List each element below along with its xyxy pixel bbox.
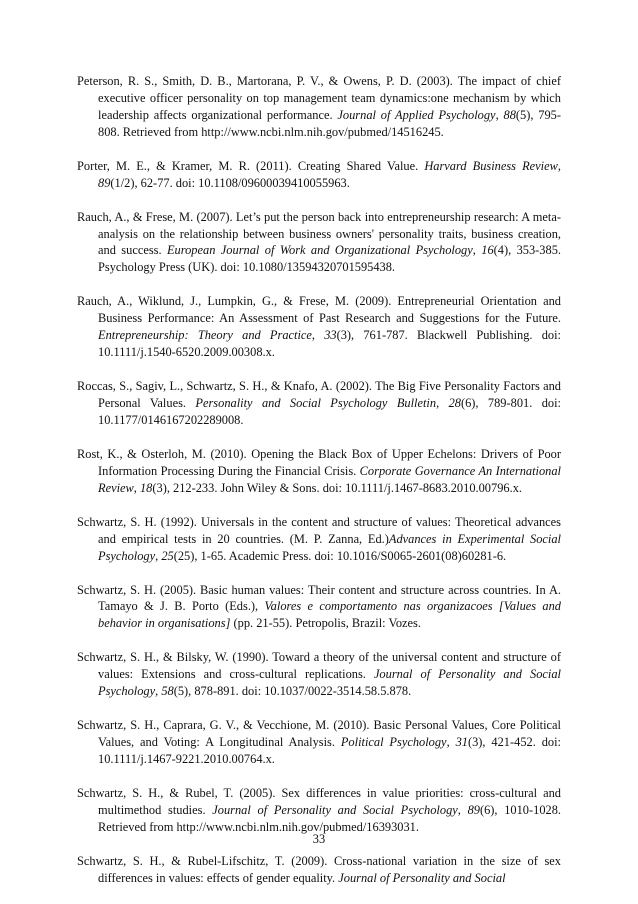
reference-entry <box>77 853 561 887</box>
journal-title: Journal of Applied Psychology <box>337 107 496 122</box>
reference-entry <box>77 293 561 361</box>
journal-title: Entrepreneurship: Theory and Practice <box>98 328 312 343</box>
reference-text: Schwartz, S. H. (1992). Universals in the content and structure of values: Theoretical advances and empirical tests in 20 countries. (M. P. Zanna, Ed.) <box>77 514 561 546</box>
reference-text: (pp. 21-55). Petropolis, Brazil: Vozes. <box>230 616 421 631</box>
reference-text: Peterson, R. S., Smith, D. B., Martorana, P. V., & Owens, P. D. (2003). The impact of chief executive officer personality on top management team dynamics:one mechanism by which leadership affects organizational performance. <box>77 74 561 122</box>
reference-text: (6), 1010-1028. Retrieved from http://www.ncbi.nlm.nih.gov/pubmed/16393031. <box>98 802 562 834</box>
journal-title: Harvard Business Review <box>424 158 558 173</box>
reference-text: Rauch, A., & Frese, M. (2007). Let’s put the person back into entrepreneurship research: A meta-analysis on the relationship between business owners' personality traits, business creation, and success. <box>77 209 561 258</box>
reference-entry <box>77 378 561 429</box>
journal-title: Corporate Governance An International Review <box>98 463 561 495</box>
reference-entry <box>77 209 561 277</box>
reference-text: Roccas, S., Sagiv, L., Schwartz, S. H., & Knafo, A. (2002). The Big Five Personality Factors and Personal Values. <box>77 379 561 410</box>
reference-text: (5), 878-891. doi: 10.1037/0022-3514.58.5.878. <box>173 684 412 699</box>
reference-text: (3), 761-787. Blackwell Publishing. doi: 10.1111/j.1540-6520.2009.00308.x. <box>98 328 561 360</box>
reference-entry <box>77 582 561 633</box>
reference-text: Schwartz, S. H., & Rubel-Lifschitz, T. (2009). Cross-national variation in the size of sex differences in values: effects of gender equality. <box>77 853 561 885</box>
journal-title: Personality and Social Psychology Bulletin <box>195 395 437 410</box>
volume-number: 18 <box>139 480 153 495</box>
reference-text: (5), 795-808. Retrieved from http://www.ncbi.nlm.nih.gov/pubmed/14516245. <box>98 107 562 139</box>
reference-text: (3), 212-233. John Wiley & Sons. doi: 10.1111/j.1467-8683.2010.00796.x. <box>152 480 522 495</box>
journal-title: European Journal of Work and Organizational Psychology <box>166 243 473 258</box>
reference-text: Schwartz, S. H., Caprara, G. V., & Vecchione, M. (2010). Basic Personal Values, Core Political Values, and Voting: A Longitudinal Analysis. <box>77 718 561 750</box>
volume-number: 89 <box>467 802 480 817</box>
volume-number: 16 <box>481 243 494 258</box>
journal-title: Advances in Experimental Social Psychology <box>98 531 561 563</box>
reference-text: (25), 1-65. Academic Press. doi: 10.1016/S0065-2601(08)60281-6. <box>173 548 507 563</box>
volume-number: 88 <box>503 107 516 122</box>
reference-entry <box>77 73 561 141</box>
journal-title: Political Psychology <box>340 735 447 750</box>
reference-text: , <box>311 328 325 343</box>
page-number: 33 <box>312 832 326 846</box>
reference-text: Schwartz, S. H. (2005). Basic human values: Their content and structure across countries. In A. Tamayo & J. B. Porto (Eds.), <box>77 582 561 614</box>
reference-text: , <box>446 735 456 750</box>
volume-number: 28 <box>448 395 461 410</box>
reference-text: Porter, M. E., & Kramer, M. R. (2011). Creating Shared Value. <box>77 158 425 173</box>
reference-text: (6), 789-801. doi: 10.1177/0146167202289008. <box>98 395 561 427</box>
reference-text: , <box>457 802 468 817</box>
reference-text: Schwartz, S. H., & Bilsky, W. (1990). Toward a theory of the universal content and structure of values: Extensions and cross-cultural replications. <box>77 650 561 682</box>
reference-text: , <box>495 107 504 122</box>
volume-number: 25 <box>161 548 174 563</box>
volume-number: 31 <box>455 735 468 750</box>
reference-text: (3), 421-452. doi: 10.1111/j.1467-9221.2010.00764.x. <box>98 735 561 766</box>
reference-text: , <box>557 158 561 173</box>
reference-text: , <box>472 243 482 258</box>
volume-number: 89 <box>98 175 111 190</box>
journal-title: Journal of Personality and Social Psychology <box>212 802 458 817</box>
reference-entry <box>77 717 561 768</box>
reference-entry <box>77 785 561 836</box>
reference-text: (4), 353-385. Psychology Press (UK). doi: 10.1080/13594320701595438. <box>98 243 561 275</box>
reference-entry <box>77 649 561 700</box>
book-title: Valores e comportamento nas organizacoes [Values and behavior in organisations] <box>98 599 561 631</box>
reference-text: , <box>436 395 449 410</box>
reference-text: , <box>133 480 140 495</box>
reference-text: Rost, K., & Osterloh, M. (2010). Opening the Black Box of Upper Echelons: Drivers of Poor Information Processing During the Financial Crisis. <box>77 446 561 478</box>
reference-text: Schwartz, S. H., & Rubel, T. (2005). Sex differences in value priorities: cross-cultural and multimethod studies. <box>77 785 561 817</box>
reference-entry <box>77 514 561 565</box>
reference-text: , <box>155 684 162 699</box>
volume-number: 33 <box>324 328 337 343</box>
volume-number: 58 <box>161 684 174 699</box>
reference-entry <box>77 158 561 192</box>
reference-list <box>77 73 561 904</box>
journal-title: Journal of Personality and Social <box>338 870 506 885</box>
reference-text: (1/2), 62-77. doi: 10.1108/09600039410055963. <box>110 175 350 190</box>
reference-text: Rauch, A., Wiklund, J., Lumpkin, G., & Frese, M. (2009). Entrepreneurial Orientation and Business Performance: An Assessment of Past Research and Suggestions for the Future. <box>77 294 561 326</box>
journal-title: Journal of Personality and Social Psychology <box>98 667 561 699</box>
reference-text: , <box>155 548 162 563</box>
reference-entry <box>77 446 561 497</box>
